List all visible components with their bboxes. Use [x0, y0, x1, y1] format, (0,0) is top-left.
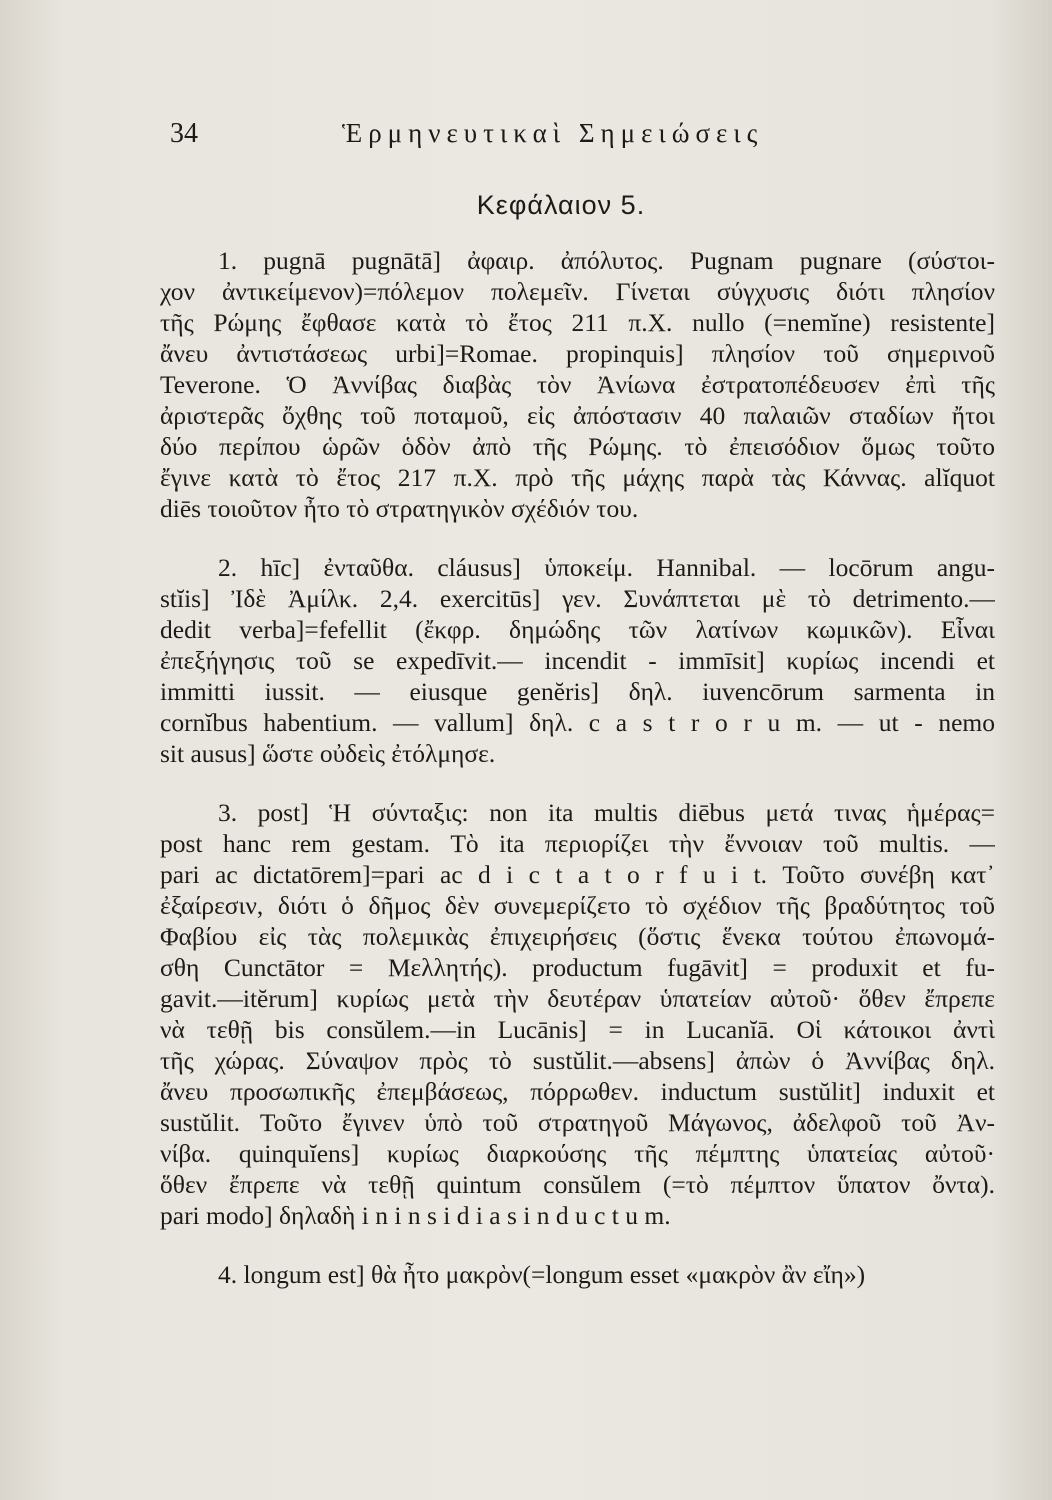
- text-line: immitti iussit. — eiusque genĕris] δηλ. iuvencōrum sarmenta in: [160, 677, 995, 706]
- text-line: 1. pugnā pugnātā] ἀφαιρ. ἀπόλυτος. Pugnam pugnare (σύστοι-: [218, 246, 995, 275]
- text-line: stĭis] Ἰδὲ Ἀμίλκ. 2,4. exercitūs] γεν. Συνάπτεται μὲ τὸ detrimento.—: [160, 584, 995, 613]
- text-line: νίβα. quinquĭens] κυρίως διαρκούσης τῆς πέμπτης ὑπατείας αὐτοῦ·: [160, 1139, 995, 1168]
- running-title: Ἑρμηνευτικαὶ Σημειώσεις: [342, 118, 764, 148]
- text-line: ἄνευ προσωπικῆς ἐπεμβάσεως, πόρρωθεν. inductum sustŭlit] induxit et: [160, 1077, 995, 1106]
- text-line: 3. post] Ἡ σύνταξις: non ita multis diēbus μετά τινας ἡμέρας=: [218, 798, 995, 827]
- text-line: ὅθεν ἔπρεπε νὰ τεθῇ quintum consŭlem (=τὸ πέμπτον ὕπατον ὄντα).: [160, 1170, 995, 1199]
- text-line: δύο περίπου ὡρῶν ὁδὸν ἀπὸ τῆς Ρώμης. τὸ ἐπεισόδιον ὅμως τοῦτο: [160, 432, 995, 461]
- text-line: diēs τοιοῦτον ἦτο τὸ στρατηγικὸν σχέδιόν του.: [160, 494, 639, 523]
- note-paragraph: [160, 552, 995, 769]
- text-line: Teverone. Ὁ Ἀννίβας διαβὰς τὸν Ἀνίωνα ἐστρατοπέδευσεν ἐπὶ τῆς: [160, 370, 995, 399]
- text-line: ἐπεξήγησις τοῦ se expedīvit.— incendit - immīsit] κυρίως incendi et: [160, 646, 995, 675]
- text-line: ἐξαίρεσιν, διότι ὁ δῆμος δὲν συνεμερίζετο τὸ σχέδιον τῆς βραδύτητος τοῦ: [160, 891, 995, 920]
- text-line: 2. hīc] ἐνταῦθα. cláusus] ὑποκείμ. Hannibal. — locōrum angu-: [218, 553, 995, 582]
- text-line: post hanc rem gestam. Τὸ ita περιορίζει τὴν ἔννοιαν τοῦ multis. —: [160, 829, 995, 858]
- text-line: Φαβίου εἰς τὰς πολεμικὰς ἐπιχειρήσεις (ὅστις ἕνεκα τούτου ἐπωνομά-: [160, 922, 995, 951]
- text-line: χον ἀντικείμενον)=πόλεμον πολεμεῖν. Γίνεται σύγχυσις διότι πλησίον: [160, 277, 995, 306]
- text-line: cornĭbus habentium. — vallum] δηλ. c a s t r o r u m. — ut - nemo: [160, 708, 995, 737]
- text-line: ἔγινε κατὰ τὸ ἔτος 217 π.Χ. πρὸ τῆς μάχης παρὰ τὰς Κάννας. alĭquot: [160, 463, 995, 492]
- note-paragraph: [160, 245, 995, 524]
- note-paragraph: [160, 797, 995, 1231]
- text-line: σθη Cunctātor = Μελλητής). productum fugāvit] = produxit et fu-: [160, 953, 995, 982]
- text-line: pari ac dictatōrem]=pari ac d i c t a t o r f u i t. Τοῦτο συνέβη κατ᾽: [160, 860, 995, 889]
- text-line: gavit.—itĕrum] κυρίως μετὰ τὴν δευτέραν ὑπατείαν αὐτοῦ· ὅθεν ἔπρεπε: [160, 984, 995, 1013]
- note-paragraph: [160, 1259, 995, 1290]
- text-line: τῆς Ρώμης ἔφθασε κατὰ τὸ ἔτος 211 π.Χ. nullo (=nemĭne) resistente]: [160, 308, 995, 337]
- text-line: 4. longum est] θὰ ἦτο μακρὸν(=longum esset «μακρὸν ἂν εἴη»): [218, 1260, 866, 1289]
- text-line: νὰ τεθῇ bis consŭlem.—in Lucānis] = in Lucanĭā. Οἱ κάτοικοι ἀντὶ: [160, 1015, 995, 1044]
- text-line: ἀριστερᾶς ὄχθης τοῦ ποταμοῦ, εἰς ἀπόστασιν 40 παλαιῶν σταδίων ἤτοι: [160, 401, 995, 430]
- commentary-body: [160, 245, 995, 1318]
- text-line: pari modo] δηλαδὴ i n i n s i d i a s i n d u c t u m.: [160, 1201, 671, 1230]
- text-line: dedit verba]=fefellit (ἔκφρ. δημώδης τῶν λατίνων κωμικῶν). Εἶναι: [160, 615, 995, 644]
- text-line: sit ausus] ὥστε οὐδεὶς ἐτόλμησε.: [160, 739, 496, 768]
- text-line: ἄνευ ἀντιστάσεως urbi]=Romae. propinquis] πλησίον τοῦ σημερινοῦ: [160, 339, 995, 368]
- page-number: 34: [170, 118, 198, 149]
- text-line: sustŭlit. Τοῦτο ἔγινεν ὑπὸ τοῦ στρατηγοῦ Μάγωνος, ἀδελφοῦ τοῦ Ἀν-: [160, 1108, 995, 1137]
- text-line: τῆς χώρας. Σύναψον πρὸς τὸ sustŭlit.—absens] ἀπὼν ὁ Ἀννίβας δηλ.: [160, 1046, 995, 1075]
- chapter-title: Κεφάλαιον 5.: [476, 190, 646, 220]
- page-header: [170, 118, 870, 158]
